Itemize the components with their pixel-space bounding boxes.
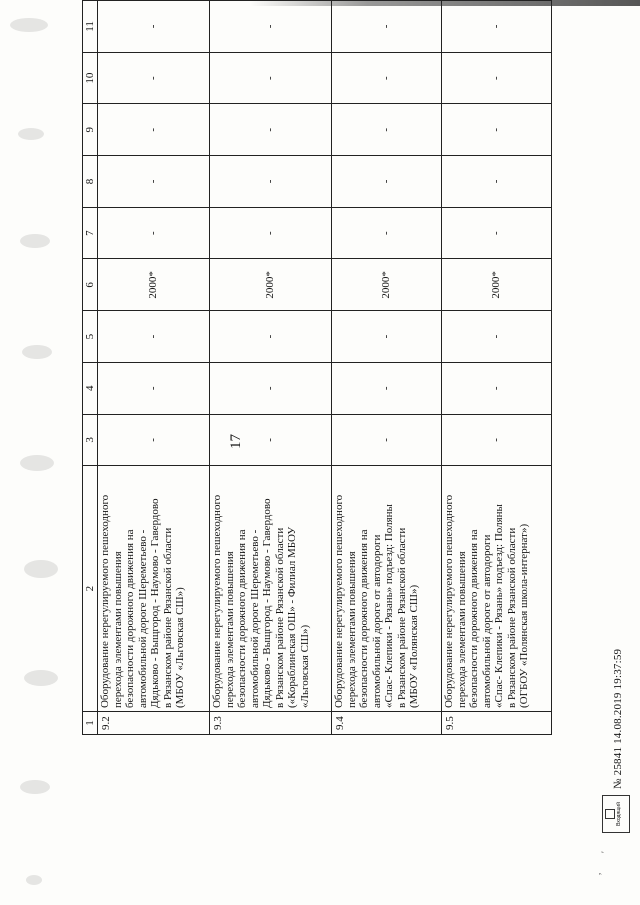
header-cell: 7	[83, 207, 98, 259]
value-cell: -	[210, 414, 332, 466]
value-cell: -	[98, 1, 210, 53]
header-cell: 2	[83, 466, 98, 712]
value-cell: -	[332, 1, 442, 53]
value-cell: -	[332, 207, 442, 259]
value-cell: -	[210, 156, 332, 208]
value-cell: -	[210, 311, 332, 363]
value-cell: -	[442, 156, 552, 208]
value-cell: -	[332, 104, 442, 156]
value-cell: -	[442, 52, 552, 104]
value-cell: -	[210, 207, 332, 259]
value-cell: -	[332, 414, 442, 466]
value-cell: -	[332, 311, 442, 363]
value-cell: -	[332, 156, 442, 208]
value-cell: -	[98, 311, 210, 363]
header-cell: 10	[83, 52, 98, 104]
header-cell: 4	[83, 362, 98, 414]
value-cell: -	[210, 1, 332, 53]
header-cell: 9	[83, 104, 98, 156]
value-cell: -	[442, 311, 552, 363]
header-cell: 8	[83, 156, 98, 208]
table-row	[210, 1, 332, 735]
value-cell: -	[98, 104, 210, 156]
value-cell: -	[98, 52, 210, 104]
table-row	[98, 1, 210, 735]
value-cell: -	[210, 362, 332, 414]
row-description: Оборудование нерегулируемого пешеходного перехода элементами повышения безопасности дорожного движения на автомобильной дороге от автодороги «Спас- Клепики - Рязань» подъезд: Поляны в Рязанском районе Рязанской области (ОГБОУ «Полянская школа-интернат»)	[442, 466, 552, 712]
value-cell: -	[98, 414, 210, 466]
value-cell: -	[210, 52, 332, 104]
value-cell: -	[98, 156, 210, 208]
value-cell: -	[442, 1, 552, 53]
value-cell: -	[332, 52, 442, 104]
stamp-label: Входящий	[616, 802, 622, 826]
row-number: 9.2	[98, 712, 210, 735]
value-cell: 2000*	[98, 259, 210, 311]
value-cell: -	[332, 362, 442, 414]
value-cell: 2000*	[442, 259, 552, 311]
value-cell: 2000*	[332, 259, 442, 311]
table-row	[442, 1, 552, 735]
header-cell: 5	[83, 311, 98, 363]
value-cell: -	[442, 104, 552, 156]
scan-mark: ′	[600, 851, 610, 853]
value-cell: 2000*	[210, 259, 332, 311]
row-number: 9.3	[210, 712, 332, 735]
value-cell: -	[442, 362, 552, 414]
measures-table	[82, 0, 552, 735]
value-cell: -	[442, 207, 552, 259]
row-number: 9.5	[442, 712, 552, 735]
value-cell: -	[98, 362, 210, 414]
header-row	[83, 1, 98, 735]
row-description: Оборудование нерегулируемого пешеходного перехода элементами повышения безопасности дорожного движения на автомобильной дороге от автодороги «Спас- Клепики - Рязань» подъезд: Поляны в Рязанском районе Рязанской области (МБОУ «Полянская СШ»)	[332, 466, 442, 712]
header-cell: 3	[83, 414, 98, 466]
header-cell: 6	[83, 259, 98, 311]
value-cell: -	[442, 414, 552, 466]
header-cell: 1	[83, 712, 98, 735]
page-number: 17	[228, 434, 244, 449]
row-description: Оборудование нерегулируемого пешеходного перехода элементами повышения безопасности дорожного движения на автомобильной дороге Шереметьево - Дядьково - Выщгород - Наумово - Гавердово в Рязанском районе Рязанской области («Кораблинская ОШ» - Филиал МБОУ «Льговская СШ»)	[210, 466, 332, 712]
header-cell: 11	[83, 1, 98, 53]
scan-mark: ,	[592, 872, 602, 875]
row-number: 9.4	[332, 712, 442, 735]
registration-stamp-icon	[602, 795, 630, 833]
value-cell: -	[210, 104, 332, 156]
registration-number: № 25841 14.08.2019 19:37:59	[612, 648, 624, 789]
row-description: Оборудование нерегулируемого пешеходного перехода элементами повышения безопасности дорожного движения на автомобильной дороге Шереметьево - Дядьково - Выщгород - Наумово - Гавердово в Рязанском районе Рязанской области (МБОУ «Льговская СШ»)	[98, 466, 210, 712]
table-row	[332, 1, 442, 735]
value-cell: -	[98, 207, 210, 259]
